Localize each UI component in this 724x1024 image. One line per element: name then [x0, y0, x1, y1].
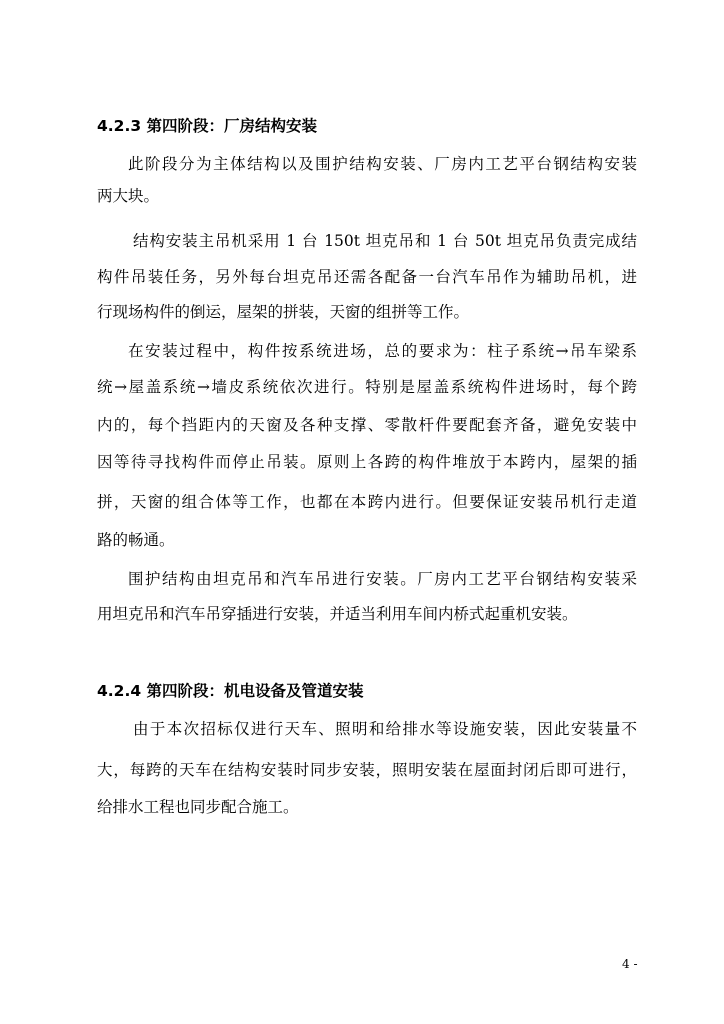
paragraph-line: 拼，天窗的组合体等工作，也都在本跨内进行。但要保证安装吊机行走道 [97, 493, 637, 511]
paragraph-line: 由于本次招标仅进行天车、照明和给排水等设施安装，因此安装量不 [133, 720, 637, 738]
paragraph-line: 围护结构由坦克吊和汽车吊进行安装。厂房内工艺平台钢结构安装采 [128, 570, 637, 588]
paragraph-line: 给排水工程也同步配合施工。 [97, 798, 299, 816]
paragraph-line: 内的，每个挡距内的天窗及各种支撑、零散杆件要配套齐备，避免安装中 [97, 416, 637, 434]
paragraph-line: 构件吊装任务，另外每台坦克吊还需各配备一台汽车吊作为辅助吊机，进 [97, 268, 637, 286]
paragraph-line: 用坦克吊和汽车吊穿插进行安装，并适当利用车间内桥式起重机安装。 [97, 605, 578, 623]
paragraph-line: 因等待寻找构件而停止吊装。原则上各跨的构件堆放于本跨内，屋架的插 [97, 453, 637, 471]
paragraph-line: 统→屋盖系统→墙皮系统依次进行。特别是屋盖系统构件进场时，每个跨 [97, 378, 637, 396]
paragraph-line: 结构安装主吊机采用 1 台 150t 坦克吊和 1 台 50t 坦克吊负责完成结 [133, 232, 637, 250]
paragraph-line: 两大块。 [97, 187, 160, 205]
section-heading-4-2-4: 4.2.4 第四阶段：机电设备及管道安装 [97, 682, 364, 700]
section-heading-4-2-3: 4.2.3 第四阶段：厂房结构安装 [97, 117, 318, 135]
page-number: 4 - [622, 957, 638, 971]
paragraph-line: 大，每跨的天车在结构安装时同步安装，照明安装在屋面封闭后即可进行， [97, 761, 637, 779]
paragraph-line: 路的畅通。 [97, 531, 175, 549]
paragraph-line: 行现场构件的倒运，屋架的拼装，天窗的组拼等工作。 [97, 303, 470, 321]
paragraph-line: 在安装过程中，构件按系统进场，总的要求为：柱子系统→吊车梁系 [128, 342, 637, 360]
paragraph-line: 此阶段分为主体结构以及围护结构安装、厂房内工艺平台钢结构安装 [128, 155, 637, 173]
